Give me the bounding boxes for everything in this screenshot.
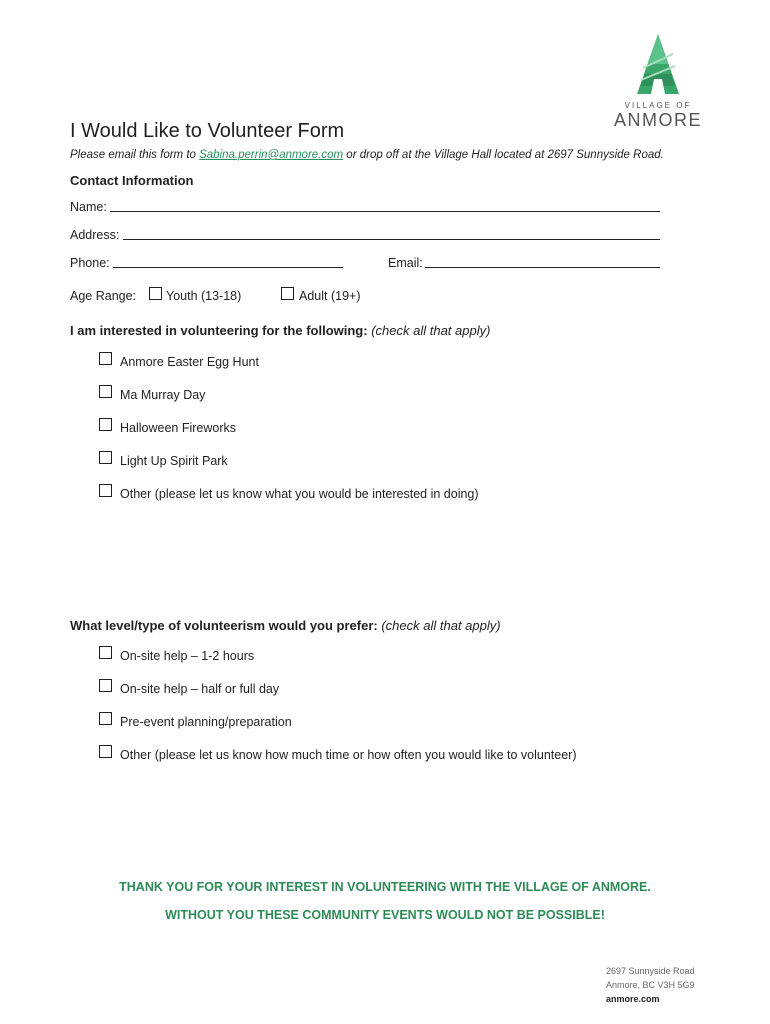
form-intro: [70, 149, 664, 161]
level-label-other: Other (please let us know how much time or how often you would like to volunteer): [120, 748, 577, 762]
thanks-line-1: THANK YOU FOR YOUR INTEREST IN VOLUNTEERING WITH THE VILLAGE OF ANMORE.: [119, 880, 651, 894]
interest-checkbox-halloween[interactable]: [99, 418, 112, 431]
email-label: Email:: [388, 256, 423, 270]
age-range-label: Age Range:: [70, 289, 137, 303]
thanks-line-2: WITHOUT YOU THESE COMMUNITY EVENTS WOULD NOT BE POSSIBLE!: [165, 908, 605, 922]
interest-label-easter: Anmore Easter Egg Hunt: [120, 355, 259, 369]
mountain-icon: [637, 34, 679, 94]
footer-street: 2697 Sunnyside Road: [606, 966, 695, 976]
age-youth-checkbox[interactable]: [149, 287, 162, 300]
interest-checkbox-easter[interactable]: [99, 352, 112, 365]
level-label-day: On-site help – half or full day: [120, 682, 280, 696]
intro-text-before: Please email this form to: [70, 149, 200, 161]
level-checkbox-planning[interactable]: [99, 712, 112, 725]
name-label: Name:: [70, 200, 107, 214]
interests-heading-text: I am interested in volunteering for the following:: [70, 323, 368, 338]
village-logo: [605, 34, 711, 130]
level-heading-note: (check all that apply): [381, 618, 501, 633]
contact-heading: Contact Information: [70, 173, 194, 188]
level-heading: [70, 618, 501, 633]
interest-checkbox-ma-murray[interactable]: [99, 385, 112, 398]
intro-text-after: or drop off at the Village Hall located at 2697 Sunnyside Road.: [343, 149, 664, 161]
address-field[interactable]: [123, 239, 660, 240]
footer-website[interactable]: anmore.com: [606, 994, 660, 1004]
name-field[interactable]: [110, 211, 660, 212]
interest-label-other: Other (please let us know what you would be interested in doing): [120, 487, 479, 501]
level-checkbox-other[interactable]: [99, 745, 112, 758]
logo-top-text: VILLAGE OF: [624, 101, 692, 110]
interest-label-ma-murray: Ma Murray Day: [120, 388, 206, 402]
level-checkbox-day[interactable]: [99, 679, 112, 692]
page-title: I Would Like to Volunteer Form: [70, 120, 345, 142]
age-adult-checkbox[interactable]: [281, 287, 294, 300]
email-field[interactable]: [425, 267, 660, 268]
interest-label-spirit-park: Light Up Spirit Park: [120, 454, 228, 468]
level-label-short: On-site help – 1-2 hours: [120, 649, 255, 663]
footer-city: Anmore, BC V3H 5G9: [606, 980, 695, 990]
logo-name: ANMORE: [613, 110, 702, 130]
age-adult-label: Adult (19+): [299, 289, 361, 303]
interest-checkbox-other[interactable]: [99, 484, 112, 497]
address-label: Address:: [70, 228, 120, 242]
phone-label: Phone:: [70, 256, 110, 270]
interest-label-halloween: Halloween Fireworks: [120, 421, 237, 435]
level-label-planning: Pre-event planning/preparation: [120, 715, 292, 729]
email-link[interactable]: Sabina.perrin@anmore.com: [199, 149, 344, 161]
age-youth-label: Youth (13-18): [166, 289, 242, 303]
interests-heading: [70, 323, 490, 338]
level-checkbox-short[interactable]: [99, 646, 112, 659]
phone-field[interactable]: [113, 267, 343, 268]
interests-heading-note: (check all that apply): [371, 323, 491, 338]
level-heading-text: What level/type of volunteerism would you prefer:: [70, 618, 378, 633]
interest-checkbox-spirit-park[interactable]: [99, 451, 112, 464]
